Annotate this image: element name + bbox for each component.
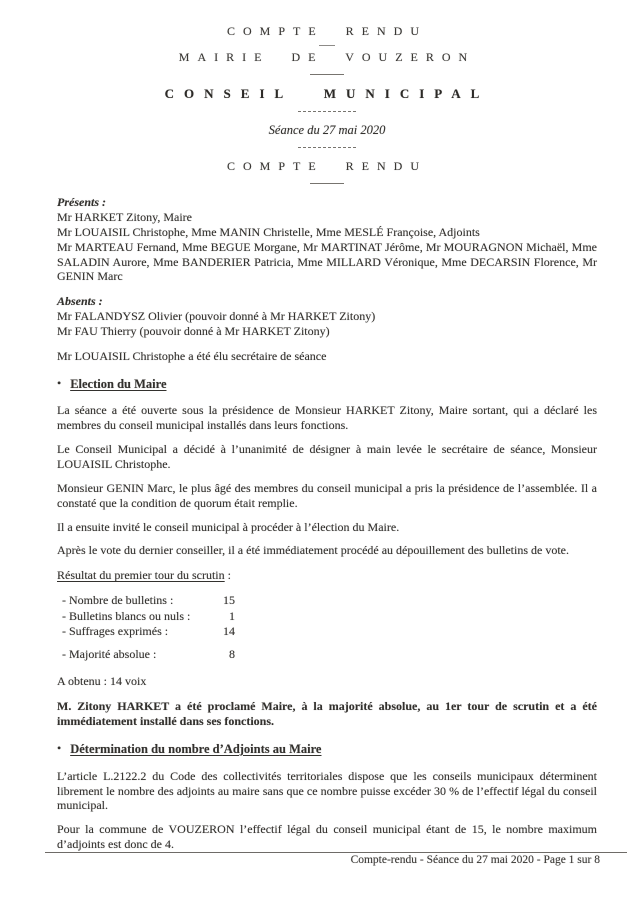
- absents-line: Mr FAU Thierry (pouvoir donné à Mr HARKET Zitony): [57, 324, 330, 338]
- header-mairie: MAIRIE DE VOUZERON: [178, 50, 476, 64]
- presents-line: Mr HARKET Zitony, Maire: [57, 209, 192, 224]
- section-title-election: Election du Maire: [70, 376, 167, 391]
- result-value: 14: [223, 624, 235, 639]
- election-paragraph: La séance a été ouverte sous la présidence de Monsieur HARKET Zitony, Maire sortant, qui a déclaré les membres du conseil municipal installés dans leurs fonctions.: [57, 403, 597, 433]
- divider: [298, 111, 356, 112]
- result-label: - Suffrages exprimés :: [62, 624, 169, 639]
- scrutin-results: [57, 593, 597, 662]
- header-seance-date: Séance du 27 mai 2020: [268, 123, 386, 137]
- presents-block: [57, 195, 597, 284]
- adjoints-paragraph: L’article L.2122.2 du Code des collectivités territoriales dispose que les conseils municipaux déterminent librement le nombre des adjoints au maire sans que ce nombre puisse excéder 30 % de l’effectif légal du conseil municipal.: [57, 768, 597, 813]
- header-conseil-municipal: CONSEIL MUNICIPAL: [164, 86, 490, 101]
- divider: [298, 147, 356, 148]
- absents-block: [57, 294, 597, 339]
- page-footer: [45, 852, 627, 866]
- obtained-votes: A obtenu : 14 voix: [57, 673, 147, 688]
- adjoints-paragraph: Pour la commune de VOUZERON l’effectif légal du conseil municipal étant de 15, le nombre maximum d’adjoints est donc de 4.: [57, 822, 597, 852]
- bullet-icon: •: [57, 741, 62, 756]
- section-heading-adjoints: [57, 742, 597, 758]
- document-body: [57, 195, 597, 852]
- section-heading-election: [57, 377, 597, 393]
- result-value: 15: [223, 593, 235, 608]
- presents-label: Présents :: [57, 195, 106, 209]
- header-title-repeat: COMPTE RENDU: [226, 159, 427, 173]
- divider: [319, 45, 335, 46]
- secretary-note: Mr LOUAISIL Christophe a été élu secrétaire de séance: [57, 348, 327, 363]
- election-paragraph: Monsieur GENIN Marc, le plus âgé des membres du conseil municipal a pris la présidence de l’assemblée. Il a constaté que la condition de quorum était remplie.: [57, 480, 597, 510]
- election-paragraph: Il a ensuite invité le conseil municipal à procéder à l’élection du Maire.: [57, 519, 400, 534]
- divider: [310, 74, 344, 75]
- result-row: [62, 647, 597, 663]
- result-row: [62, 593, 597, 609]
- scrutin-heading: [57, 568, 597, 583]
- proclamation-paragraph: M. Zitony HARKET a été proclamé Maire, à la majorité absolue, au 1er tour de scrutin et a été immédiatement installé dans ses fonctions.: [57, 699, 597, 729]
- result-row: [62, 609, 597, 625]
- result-label: - Bulletins blancs ou nuls :: [62, 608, 191, 623]
- bullet-icon: •: [57, 375, 62, 390]
- result-value: 1: [229, 608, 235, 623]
- section-title-adjoints: Détermination du nombre d’Adjoints au Maire: [70, 742, 322, 757]
- footer-text: Compte-rendu - Séance du 27 mai 2020 - Page 1 sur 8: [350, 854, 600, 866]
- divider: [310, 183, 344, 184]
- presents-line: Mr LOUAISIL Christophe, Mme MANIN Christelle, Mme MESLÉ Françoise, Adjoints: [57, 224, 480, 239]
- election-paragraph: Le Conseil Municipal a décidé à l’unanimité de désigner à main levée le secrétaire de séance, Monsieur LOUAISIL Christophe.: [57, 442, 597, 471]
- scrutin-heading-colon: :: [224, 568, 231, 583]
- result-label: - Nombre de bulletins :: [62, 593, 174, 608]
- result-value: 8: [229, 646, 235, 661]
- header-title-top: COMPTE RENDU: [226, 24, 427, 38]
- scrutin-heading-text: Résultat du premier tour du scrutin: [57, 568, 225, 583]
- document-header: [57, 24, 597, 184]
- result-row: [62, 624, 597, 640]
- absents-line: Mr FALANDYSZ Olivier (pouvoir donné à Mr HARKET Zitony): [57, 309, 376, 324]
- result-label: - Majorité absolue :: [62, 646, 157, 661]
- presents-line: Mr MARTEAU Fernand, Mme BEGUE Morgane, Mr MARTINAT Jérôme, Mr MOURAGNON Michaël, Mme SALADIN Aurore, Mme BANDERIER Patricia, Mme MILLARD Véronique, Mme DECARSIN Florence, Mr GENIN Marc: [57, 239, 597, 284]
- election-paragraph: Après le vote du dernier conseiller, il a été immédiatement procédé au dépouillement des bulletins de vote.: [57, 543, 570, 558]
- absents-label: Absents :: [57, 294, 103, 309]
